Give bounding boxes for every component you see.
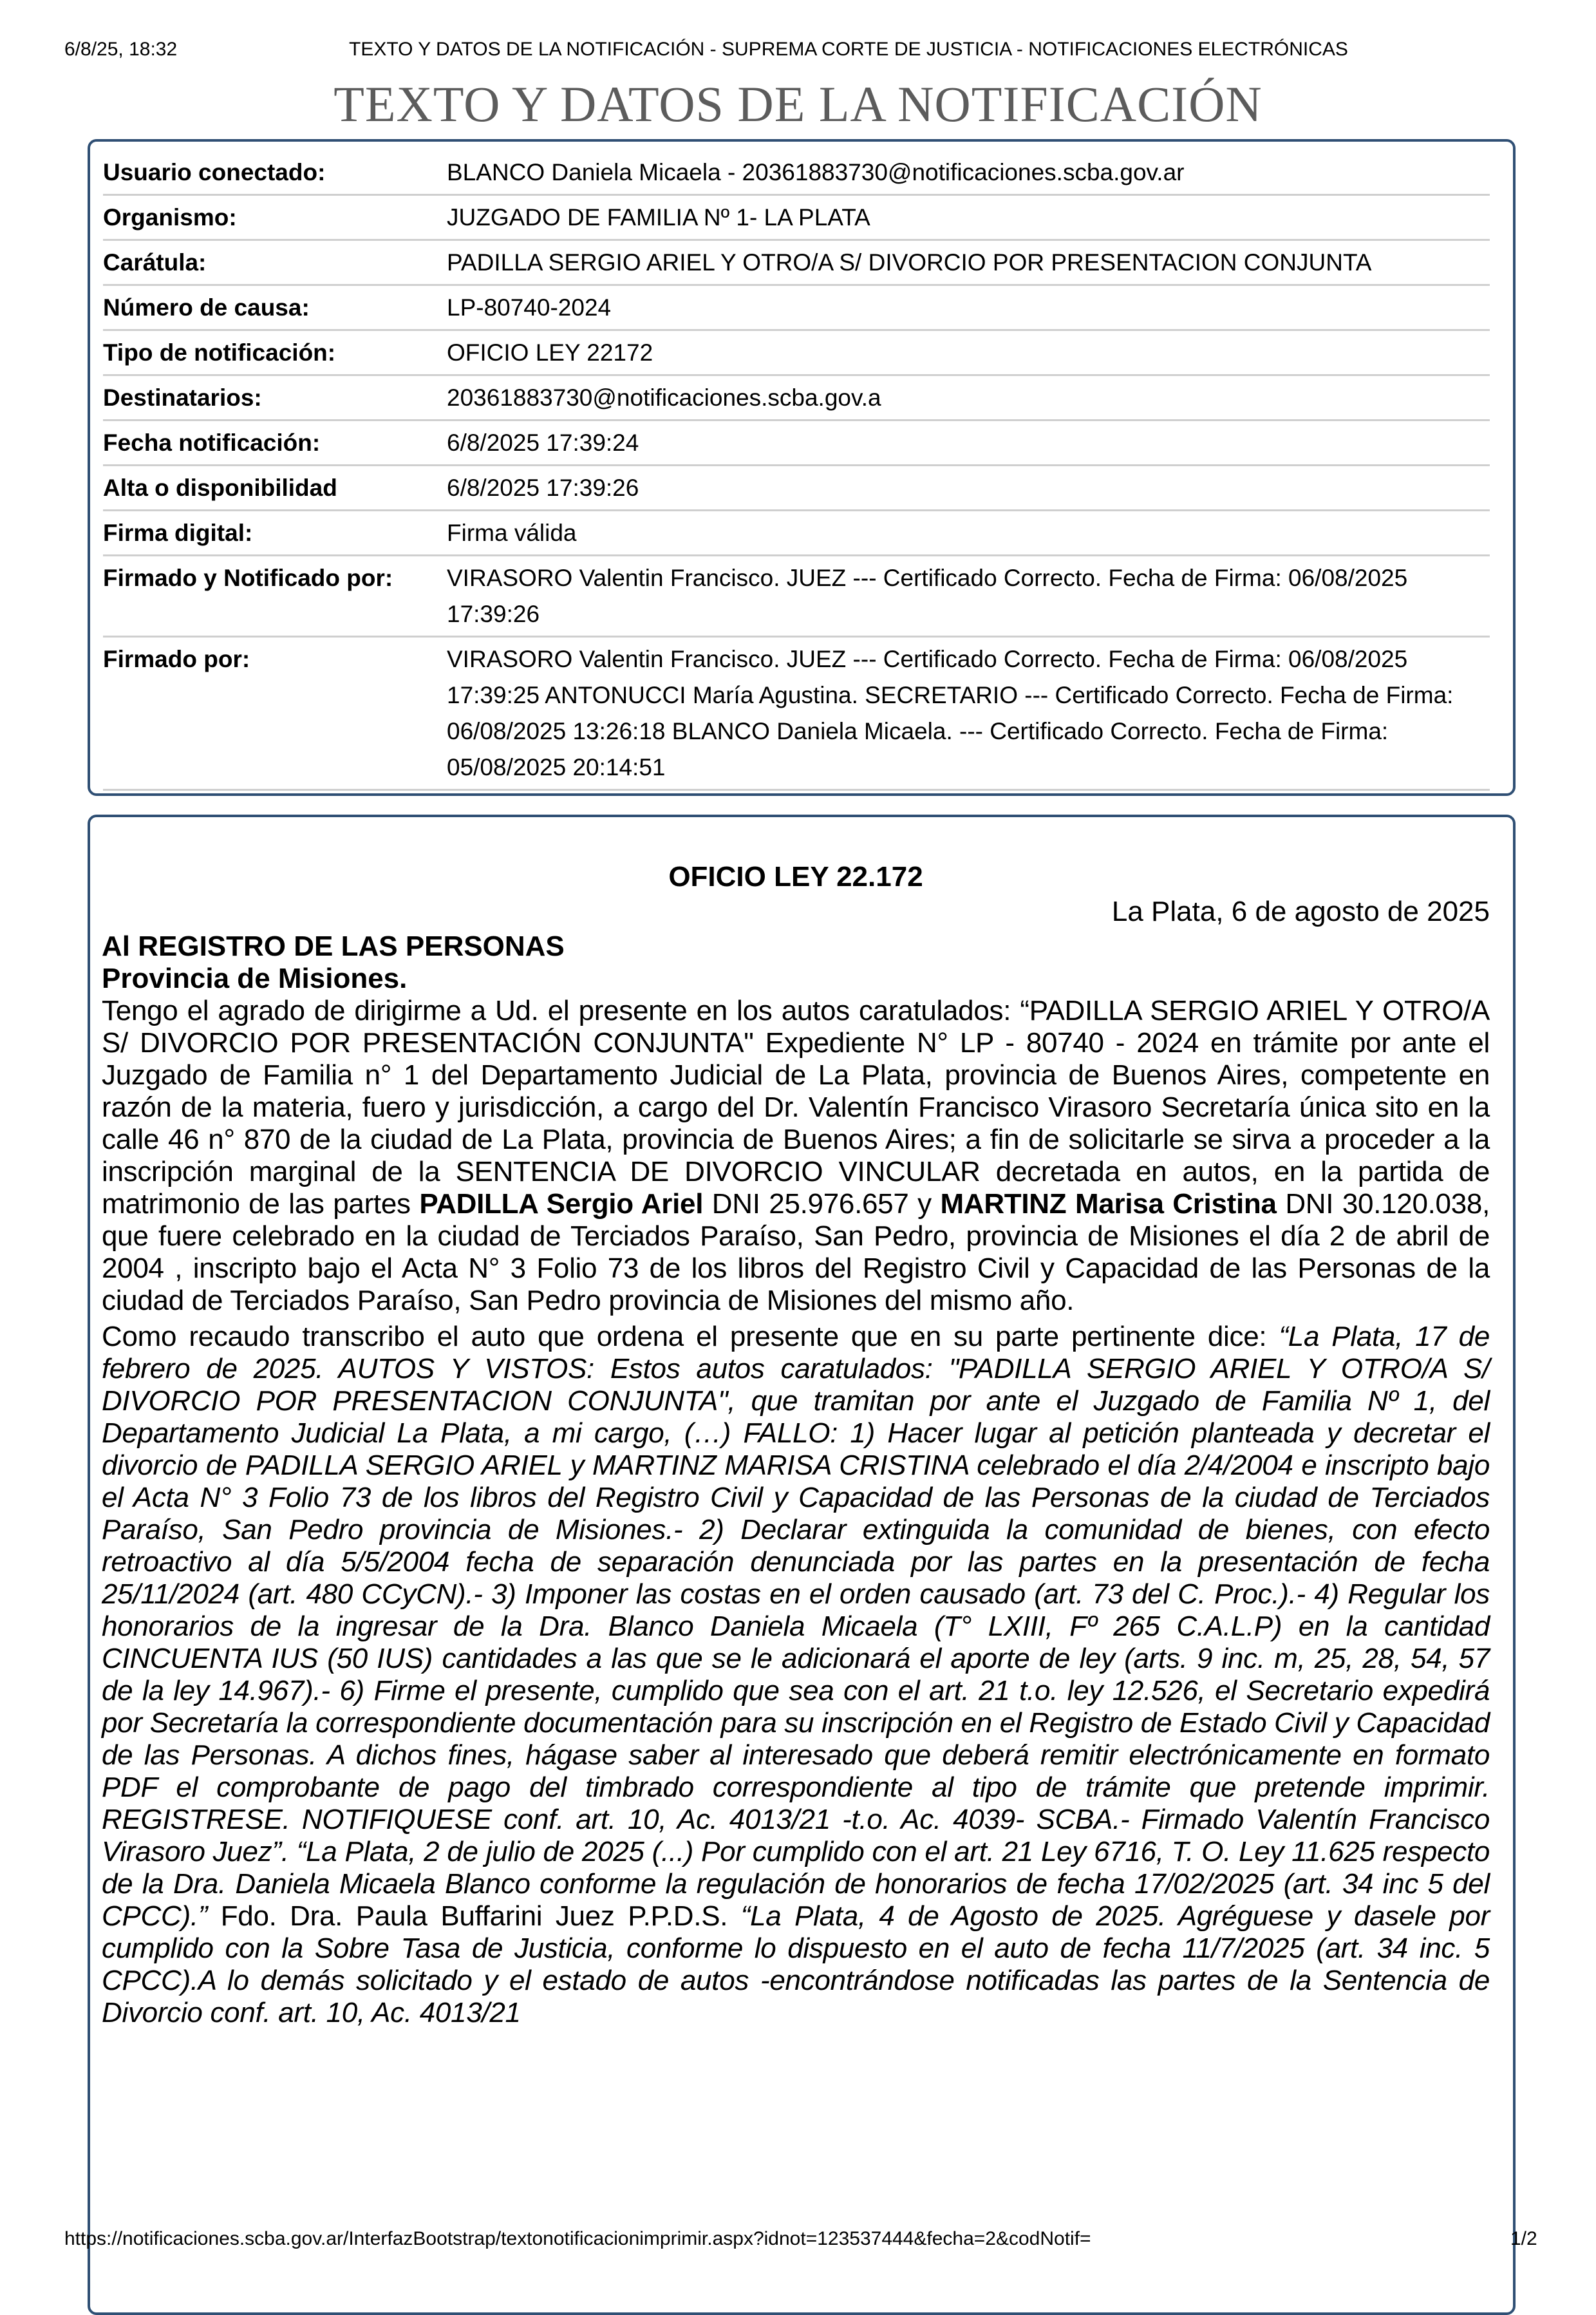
info-value: BLANCO Daniela Micaela - 20361883730@notificaciones.scba.gov.ar xyxy=(447,159,1185,185)
info-row-usuario xyxy=(103,151,1490,196)
page-url: https://notificaciones.scba.gov.ar/InterfazBootstrap/textonotificacionimprimir.aspx?idnot=123537444&fecha=2&codNotif= xyxy=(64,2228,1091,2249)
oficio-title: OFICIO LEY 22.172 xyxy=(668,861,923,893)
page-title: TEXTO Y DATOS DE LA NOTIFICACIÓN xyxy=(333,76,1263,132)
print-document-title: TEXTO Y DATOS DE LA NOTIFICACIÓN - SUPREMA CORTE DE JUSTICIA - NOTIFICACIONES ELECTRÓNICAS xyxy=(349,39,1348,60)
info-label: Carátula: xyxy=(103,249,207,276)
info-row-fecha-notificacion xyxy=(103,421,1490,466)
info-value: VIRASORO Valentin Francisco. JUEZ --- Certificado Correcto. Fecha de Firma: 06/08/2025 17:39:26 xyxy=(447,565,1408,627)
paragraph-transcription xyxy=(102,1321,1490,2029)
page-indicator: 1/2 xyxy=(1510,2228,1537,2249)
quoted-ruling: “La Plata, 4 de Agosto de 2025. Agréguese y dasele por cumplido con la Sobre Tasa de Justicia, conforme lo dispuesto en el auto de fecha 11/7/2025 (art. 34 inc. 5 CPCC).A lo demás solicitado y el estado de autos -encontrándose notificadas las partes de la Sentencia de Divorcio conf. art. 10, Ac. 4013/21 xyxy=(102,1900,1490,2028)
info-row-tipo-notificacion xyxy=(103,331,1490,376)
info-label: Firmado y Notificado por: xyxy=(103,565,393,591)
info-label: Firma digital: xyxy=(103,520,253,546)
info-row-destinatarios xyxy=(103,376,1490,421)
addressee-line-2: Provincia de Misiones. xyxy=(102,963,408,994)
info-value: Firma válida xyxy=(447,520,577,546)
info-value: 6/8/2025 17:39:24 xyxy=(447,430,639,456)
info-label: Fecha notificación: xyxy=(103,430,321,456)
oficio-place-date: La Plata, 6 de agosto de 2025 xyxy=(1111,896,1490,927)
info-label: Número de causa: xyxy=(103,294,310,321)
info-label: Usuario conectado: xyxy=(103,159,326,185)
party-name-1: PADILLA Sergio Ariel xyxy=(419,1188,704,1220)
notification-data-panel xyxy=(88,139,1516,796)
info-row-firmado-por xyxy=(103,638,1490,791)
info-label: Alta o disponibilidad xyxy=(103,475,337,501)
party-name-2: MARTINZ Marisa Cristina xyxy=(940,1188,1277,1220)
info-row-firmado-notificado-por xyxy=(103,556,1490,638)
info-value: JUZGADO DE FAMILIA Nº 1- LA PLATA xyxy=(447,204,870,231)
info-value: 20361883730@notificaciones.scba.gov.a xyxy=(447,384,881,411)
paragraph-text: Fdo. Dra. Paula Buffarini Juez P.P.D.S. xyxy=(207,1900,741,1932)
paragraph-request xyxy=(102,995,1490,1317)
info-row-numero-causa xyxy=(103,286,1490,331)
info-value: 6/8/2025 17:39:26 xyxy=(447,475,639,501)
addressee-line-1: Al REGISTRO DE LAS PERSONAS xyxy=(102,931,565,962)
info-label: Tipo de notificación: xyxy=(103,339,336,366)
info-label: Firmado por: xyxy=(103,646,250,672)
paragraph-text: Como recaudo transcribo el auto que ordena el presente que en su parte pertinente dice: xyxy=(102,1321,1279,1352)
info-row-organismo xyxy=(103,196,1490,241)
info-value: PADILLA SERGIO ARIEL Y OTRO/A S/ DIVORCIO POR PRESENTACION CONJUNTA xyxy=(447,249,1372,276)
info-row-alta-disponibilidad xyxy=(103,466,1490,511)
print-date-time: 6/8/25, 18:32 xyxy=(64,39,178,60)
info-row-firma-digital xyxy=(103,511,1490,556)
info-value: LP-80740-2024 xyxy=(447,294,612,321)
quoted-ruling: “La Plata, 17 de febrero de 2025. AUTOS Y VISTOS: Estos autos caratulados: "PADILLA SERGIO ARIEL Y OTRO/A S/ DIVORCIO POR PRESENTACION CONJUNTA", que tramitan por ante el Juzgado de Familia Nº 1, del Departamento Judicial La Plata, a mi cargo, (…) FALLO: 1) Hacer lugar al petición planteada y decretar el divorcio de PADILLA SERGIO ARIEL y MARTINZ MARISA CRISTINA celebrado el día 2/4/2004 e inscripto bajo el Acta N° 3 Folio 73 de los libros del Registro Civil y Capacidad de las Personas de la ciudad de Terciados Paraíso, San Pedro provincia de Misiones.- 2) Declarar extinguida la comunidad de bienes, con efecto retroactivo al día 5/5/2004 fecha de separación denunciada por las partes en la presentación de fecha 25/11/2024 (art. 480 CCyCN).- 3) Imponer las costas en el orden causado (art. 73 del C. Proc.).- 4) Regular los honorarios de la ingresar de la Dra. Blanco Daniela Micaela (T° LXIII, Fº 265 C.A.L.P) en la cantidad CINCUENTA IUS (50 IUS) cantidades a las que se le adicionará el aporte de ley (arts. 9 inc. m, 25, 28, 54, 57 de la ley 14.967).- 6) Firme el presente, cumplido que sea con el art. 21 t.o. ley 12.526, el Secretario expedirá por Secretaría la correspondiente documentación para su inscripción en el Registro de Estado Civil y Capacidad de las Personas. A dichos fines, hágase saber al interesado que deberá remitir electrónicamente en formato PDF el comprobante de pago del timbrado correspondiente al tipo de trámite que pretende imprimir. REGISTRESE. NOTIFIQUESE conf. art. 10, Ac. 4013/21 -t.o. Ac. 4039- SCBA.- Firmado Valentín Francisco Virasoro Juez”. “La Plata, 2 de julio de 2025 (...) Por cumplido con el art. 21 Ley 6716, T. O. Ley 11.625 respecto de la Dra. Daniela Micaela Blanco conforme la regulación de honorarios de fecha 17/02/2025 (art. 34 inc 5 del CPCC).” xyxy=(102,1321,1490,1932)
info-label: Destinatarios: xyxy=(103,384,262,411)
info-row-caratula xyxy=(103,241,1490,286)
info-value: OFICIO LEY 22172 xyxy=(447,339,653,366)
info-label: Organismo: xyxy=(103,204,237,231)
paragraph-text: DNI 30.120.038, que fuere celebrado en la ciudad de Terciados Paraíso, San Pedro, provincia de Misiones el día 2 de abril de 2004 , inscripto bajo el Acta N° 3 Folio 73 de los libros del Registro Civil y Capacidad de las Personas de la ciudad de Terciados Paraíso, San Pedro provincia de Misiones del mismo año. xyxy=(102,1188,1490,1316)
print-footer xyxy=(0,2228,1596,2254)
paragraph-text: DNI 25.976.657 y xyxy=(703,1188,941,1220)
info-value: VIRASORO Valentin Francisco. JUEZ --- Certificado Correcto. Fecha de Firma: 06/08/2025 17:39:25 ANTONUCCI María Agustina. SECRETARIO --- Certificado Correcto. Fecha de Firma: 06/08/2025 13:26:18 BLANCO Daniela Micaela. --- Certificado Correcto. Fecha de Firma: 05/08/2025 20:14:51 xyxy=(447,646,1454,780)
notification-text-panel xyxy=(88,815,1516,2315)
print-header xyxy=(0,39,1596,64)
paragraph-text: Tengo el agrado de dirigirme a Ud. el presente en los autos caratulados: “PADILLA SERGIO ARIEL Y OTRO/A S/ DIVORCIO POR PRESENTACIÓN CONJUNTA" Expediente N° LP - 80740 - 2024 en trámite por ante el Juzgado de Familia n° 1 del Departamento Judicial de La Plata, provincia de Buenos Aires, competente en razón de la materia, fuero y jurisdicción, a cargo del Dr. Valentín Francisco Virasoro Secretaría única sito en la calle 46 n° 870 de la ciudad de La Plata, provincia de Buenos Aires; a fin de solicitarle se sirva a proceder a la inscripción marginal de la SENTENCIA DE DIVORCIO VINCULAR decretada en autos, en la partida de matrimonio de las partes xyxy=(102,995,1490,1220)
